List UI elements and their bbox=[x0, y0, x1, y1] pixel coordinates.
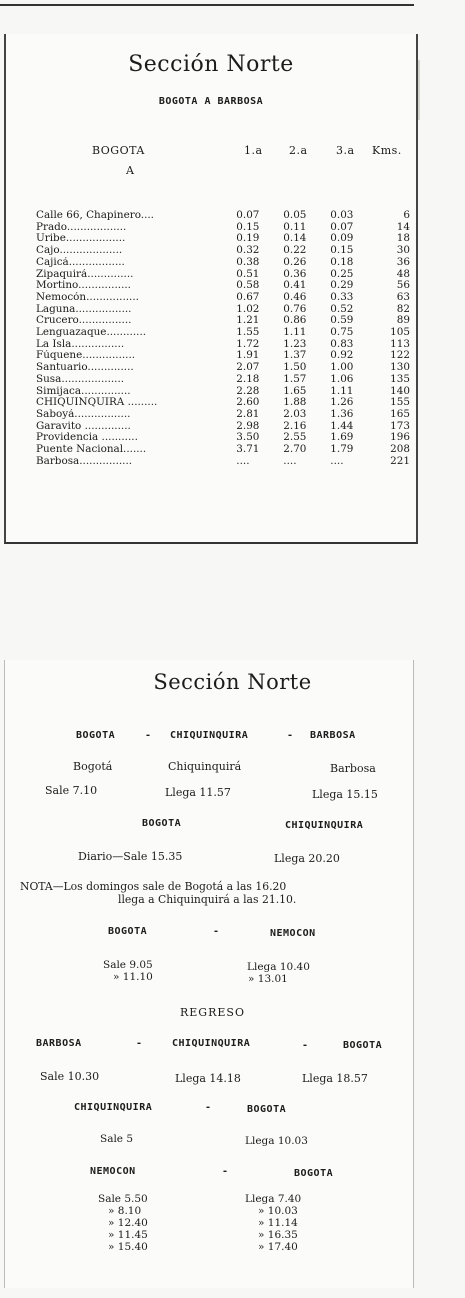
regreso-heading: REGRESO bbox=[180, 1006, 245, 1019]
distance-km: 82 bbox=[396, 302, 410, 315]
fare-1a: 1.91 bbox=[236, 349, 260, 362]
route-chiquinquira: CHIQUINQUIRA bbox=[170, 730, 249, 741]
fare-row bbox=[36, 292, 410, 304]
time-llega: Llega 20.20 bbox=[274, 852, 340, 865]
fare-2a: 0.05 bbox=[283, 209, 307, 221]
fare-row bbox=[36, 444, 410, 456]
fare-3a: 0.75 bbox=[330, 326, 354, 339]
route-bogota: BOGOTA bbox=[247, 1104, 287, 1115]
bleed-through-mark bbox=[418, 60, 460, 120]
col-header-kms: Kms. bbox=[372, 144, 402, 157]
nemocon-return-sale-2: » 8.10 bbox=[108, 1205, 142, 1217]
fare-row bbox=[36, 421, 410, 433]
fare-1a: 2.81 bbox=[236, 407, 260, 420]
route-subtitle: BOGOTA A BARBOSA bbox=[158, 96, 264, 107]
fare-2a: 0.26 bbox=[283, 255, 307, 268]
route-dash: - bbox=[213, 926, 220, 937]
time-sale: Sale 10.30 bbox=[40, 1070, 100, 1083]
distance-km: 89 bbox=[396, 314, 410, 327]
fare-2a: .... bbox=[283, 454, 297, 467]
fare-2a: 0.76 bbox=[283, 302, 307, 315]
nemocon-sale-2: » 11.10 bbox=[113, 971, 153, 983]
fare-1a: 0.58 bbox=[236, 279, 260, 292]
nemocon-sale-1: Sale 9.05 bbox=[103, 959, 153, 971]
fare-3a: 0.03 bbox=[330, 209, 354, 221]
route-bogota: BOGOTA bbox=[108, 926, 148, 937]
station-name: Cajicá................. bbox=[36, 256, 125, 268]
distance-km: 105 bbox=[390, 326, 410, 339]
distance-km: 173 bbox=[390, 419, 410, 432]
station-name: Garavito .............. bbox=[36, 420, 131, 432]
fare-3a: .... bbox=[330, 454, 344, 467]
route-nemocon: NEMOCON bbox=[90, 1166, 136, 1177]
nemocon-return-sale-1: Sale 5.50 bbox=[98, 1193, 148, 1205]
distance-km: 6 bbox=[403, 209, 410, 221]
distance-km: 18 bbox=[396, 232, 410, 245]
distance-km: 208 bbox=[390, 443, 410, 456]
route-barbosa: BARBOSA bbox=[310, 730, 356, 741]
station-name: Mortino................ bbox=[36, 280, 131, 292]
fare-3a: 0.07 bbox=[330, 220, 354, 233]
top-rule bbox=[0, 4, 414, 6]
nemocon-return-llega-4: » 16.35 bbox=[258, 1229, 298, 1241]
fare-3a: 0.15 bbox=[330, 244, 354, 257]
fare-3a: 1.06 bbox=[330, 372, 354, 385]
station-name: CHIQUINQUIRA ......... bbox=[36, 397, 158, 409]
fare-2a: 1.11 bbox=[283, 326, 307, 339]
fare-3a: 1.69 bbox=[330, 431, 354, 444]
fare-row bbox=[36, 397, 410, 409]
distance-km: 196 bbox=[390, 431, 410, 444]
fare-row bbox=[36, 350, 410, 362]
fare-2a: 2.70 bbox=[283, 443, 307, 456]
fare-1a: 0.67 bbox=[236, 290, 260, 303]
fare-2a: 0.22 bbox=[283, 244, 307, 257]
fare-row bbox=[36, 409, 410, 421]
distance-km: 63 bbox=[396, 290, 410, 303]
distance-km: 113 bbox=[390, 337, 410, 350]
timetable-card-schedules bbox=[4, 660, 414, 1288]
fare-row bbox=[36, 339, 410, 351]
route-dash: - bbox=[287, 730, 294, 741]
fare-1a: 2.98 bbox=[236, 419, 260, 432]
fare-2a: 2.16 bbox=[283, 419, 307, 432]
distance-km: 140 bbox=[390, 384, 410, 397]
fare-2a: 0.41 bbox=[283, 279, 307, 292]
station-name: Nemocón................ bbox=[36, 291, 139, 303]
station-name: Lenguazaque............ bbox=[36, 327, 147, 339]
nemocon-llega-1: Llega 10.40 bbox=[247, 961, 310, 973]
nemocon-return-sale-4: » 11.45 bbox=[108, 1229, 148, 1241]
col-header-1: 1.a bbox=[244, 144, 263, 157]
bleed-through-mark bbox=[10, 545, 410, 655]
station-name: Barbosa................ bbox=[36, 455, 133, 467]
fare-row bbox=[36, 304, 410, 316]
fare-1a: .... bbox=[236, 454, 250, 467]
fare-1a: 0.32 bbox=[236, 244, 260, 257]
fare-1a: 1.02 bbox=[236, 302, 260, 315]
distance-km: 30 bbox=[396, 244, 410, 257]
distance-km: 36 bbox=[396, 255, 410, 268]
fare-row bbox=[36, 386, 410, 398]
route-dash: - bbox=[222, 1166, 229, 1177]
fare-row bbox=[36, 456, 410, 468]
place-barbosa: Barbosa bbox=[330, 762, 376, 775]
time-llega: Llega 10.03 bbox=[245, 1135, 308, 1147]
fare-3a: 0.18 bbox=[330, 255, 354, 268]
fare-2a: 1.57 bbox=[283, 372, 307, 385]
nemocon-return-llega-3: » 11.14 bbox=[258, 1217, 298, 1229]
time-diario-sale: Diario—Sale 15.35 bbox=[78, 850, 183, 863]
fare-2a: 0.14 bbox=[283, 232, 307, 245]
route-dash: - bbox=[302, 1040, 309, 1051]
fare-row bbox=[36, 280, 410, 292]
nota-line-2: llega a Chiquinquirá a las 21.10. bbox=[118, 893, 297, 906]
fare-3a: 0.52 bbox=[330, 302, 354, 315]
station-name: Prado.................. bbox=[36, 221, 127, 233]
nemocon-llega-2: » 13.01 bbox=[248, 973, 288, 985]
time-llega: Llega 15.15 bbox=[312, 788, 378, 801]
nemocon-return-sale-5: » 15.40 bbox=[108, 1241, 148, 1253]
fare-1a: 3.71 bbox=[236, 443, 260, 456]
route-barbosa: BARBOSA bbox=[36, 1038, 82, 1049]
fare-2a: 1.23 bbox=[283, 337, 307, 350]
station-name: Santuario.............. bbox=[36, 362, 134, 374]
fare-row bbox=[36, 210, 410, 222]
station-name: Laguna................. bbox=[36, 303, 132, 315]
fare-1a: 2.28 bbox=[236, 384, 260, 397]
fare-row bbox=[36, 257, 410, 269]
station-name: Calle 66, Chapinero.... bbox=[36, 210, 154, 221]
fare-1a: 1.55 bbox=[236, 326, 260, 339]
fare-1a: 1.21 bbox=[236, 314, 260, 327]
distance-km: 165 bbox=[390, 407, 410, 420]
nemocon-return-llega-5: » 17.40 bbox=[258, 1241, 298, 1253]
fare-3a: 0.25 bbox=[330, 267, 354, 280]
fare-3a: 1.11 bbox=[330, 384, 354, 397]
time-sale: Sale 7.10 bbox=[45, 784, 98, 797]
distance-km: 135 bbox=[390, 372, 410, 385]
station-name: Simijaca............... bbox=[36, 385, 131, 397]
station-name: Susa................... bbox=[36, 373, 125, 385]
nota-line-1: NOTA—Los domingos sale de Bogotá a las 16.20 bbox=[20, 880, 287, 893]
fare-3a: 1.44 bbox=[330, 419, 354, 432]
fare-1a: 0.51 bbox=[236, 267, 260, 280]
fare-row bbox=[36, 374, 410, 386]
fare-3a: 0.59 bbox=[330, 314, 354, 327]
fare-3a: 0.92 bbox=[330, 349, 354, 362]
fare-3a: 1.36 bbox=[330, 407, 354, 420]
fare-1a: 0.15 bbox=[236, 220, 260, 233]
station-name: Fúquene................ bbox=[36, 350, 136, 362]
distance-km: 48 bbox=[396, 267, 410, 280]
fare-2a: 0.36 bbox=[283, 267, 307, 280]
fare-row bbox=[36, 222, 410, 234]
fare-2a: 1.37 bbox=[283, 349, 307, 362]
time-llega: Llega 14.18 bbox=[175, 1072, 241, 1085]
col-header-2: 2.a bbox=[289, 144, 308, 157]
fare-2a: 0.11 bbox=[283, 220, 307, 233]
fare-3a: 0.09 bbox=[330, 232, 354, 245]
fare-1a: 1.72 bbox=[236, 337, 260, 350]
nemocon-return-llega-1: Llega 7.40 bbox=[245, 1193, 302, 1205]
time-llega: Llega 18.57 bbox=[302, 1072, 368, 1085]
fare-row bbox=[36, 245, 410, 257]
place-chiquinquira: Chiquinquirá bbox=[168, 760, 242, 773]
route-chiquinquira: CHIQUINQUIRA bbox=[172, 1038, 251, 1049]
station-name: Puente Nacional....... bbox=[36, 444, 147, 456]
fare-1a: 2.07 bbox=[236, 361, 260, 374]
route-dash: - bbox=[205, 1102, 212, 1113]
route-chiquinquira: CHIQUINQUIRA bbox=[74, 1102, 153, 1113]
fare-1a: 2.60 bbox=[236, 396, 260, 409]
fare-2a: 2.55 bbox=[283, 431, 307, 444]
fare-1a: 0.38 bbox=[236, 255, 260, 268]
place-bogota: Bogotá bbox=[73, 760, 113, 773]
fare-3a: 1.79 bbox=[330, 443, 354, 456]
fare-2a: 0.46 bbox=[283, 290, 307, 303]
fare-table bbox=[36, 210, 410, 467]
fare-row bbox=[36, 327, 410, 339]
fare-1a: 0.19 bbox=[236, 232, 260, 245]
fare-2a: 2.03 bbox=[283, 407, 307, 420]
route-bogota: BOGOTA bbox=[142, 818, 182, 829]
origin-header-a: A bbox=[126, 164, 135, 177]
distance-km: 130 bbox=[390, 361, 410, 374]
fare-row bbox=[36, 362, 410, 374]
fare-3a: 1.26 bbox=[330, 396, 354, 409]
distance-km: 155 bbox=[390, 396, 410, 409]
fare-2a: 1.88 bbox=[283, 396, 307, 409]
station-name: Saboyá................. bbox=[36, 408, 131, 420]
fare-row bbox=[36, 233, 410, 245]
fare-3a: 0.33 bbox=[330, 290, 354, 303]
route-bogota: BOGOTA bbox=[343, 1040, 383, 1051]
section-title-2: Sección Norte bbox=[153, 670, 312, 694]
route-chiquinquira: CHIQUINQUIRA bbox=[285, 820, 364, 831]
distance-km: 122 bbox=[390, 349, 410, 362]
station-name: Uribe.................. bbox=[36, 233, 126, 245]
station-name: La Isla................ bbox=[36, 338, 125, 350]
nemocon-return-sale-3: » 12.40 bbox=[108, 1217, 148, 1229]
section-title: Sección Norte bbox=[128, 52, 294, 77]
station-name: Zipaquirá.............. bbox=[36, 268, 134, 280]
fare-3a: 1.00 bbox=[330, 361, 354, 374]
time-sale: Sale 5 bbox=[100, 1133, 134, 1145]
station-name: Crucero................ bbox=[36, 315, 132, 327]
fare-2a: 1.65 bbox=[283, 384, 307, 397]
fare-1a: 3.50 bbox=[236, 431, 260, 444]
fare-3a: 0.29 bbox=[330, 279, 354, 292]
route-nemocon: NEMOCON bbox=[270, 928, 316, 939]
station-name: Providencia ........... bbox=[36, 432, 138, 444]
distance-km: 56 bbox=[396, 279, 410, 292]
fare-row bbox=[36, 432, 410, 444]
distance-km: 221 bbox=[390, 454, 410, 467]
fare-2a: 0.86 bbox=[283, 314, 307, 327]
route-bogota: BOGOTA bbox=[294, 1168, 334, 1179]
route-dash: - bbox=[136, 1038, 143, 1049]
fare-row bbox=[36, 269, 410, 281]
col-header-3: 3.a bbox=[336, 144, 355, 157]
route-dash: - bbox=[145, 730, 152, 741]
fare-3a: 0.83 bbox=[330, 337, 354, 350]
distance-km: 14 bbox=[396, 220, 410, 233]
origin-header: BOGOTA bbox=[92, 144, 145, 157]
station-name: Cajo................... bbox=[36, 245, 123, 257]
fare-1a: 0.07 bbox=[236, 209, 260, 221]
route-bogota: BOGOTA bbox=[76, 730, 116, 741]
nemocon-return-llega-2: » 10.03 bbox=[258, 1205, 298, 1217]
fare-1a: 2.18 bbox=[236, 372, 260, 385]
time-llega: Llega 11.57 bbox=[165, 786, 231, 799]
fare-row bbox=[36, 315, 410, 327]
fare-2a: 1.50 bbox=[283, 361, 307, 374]
